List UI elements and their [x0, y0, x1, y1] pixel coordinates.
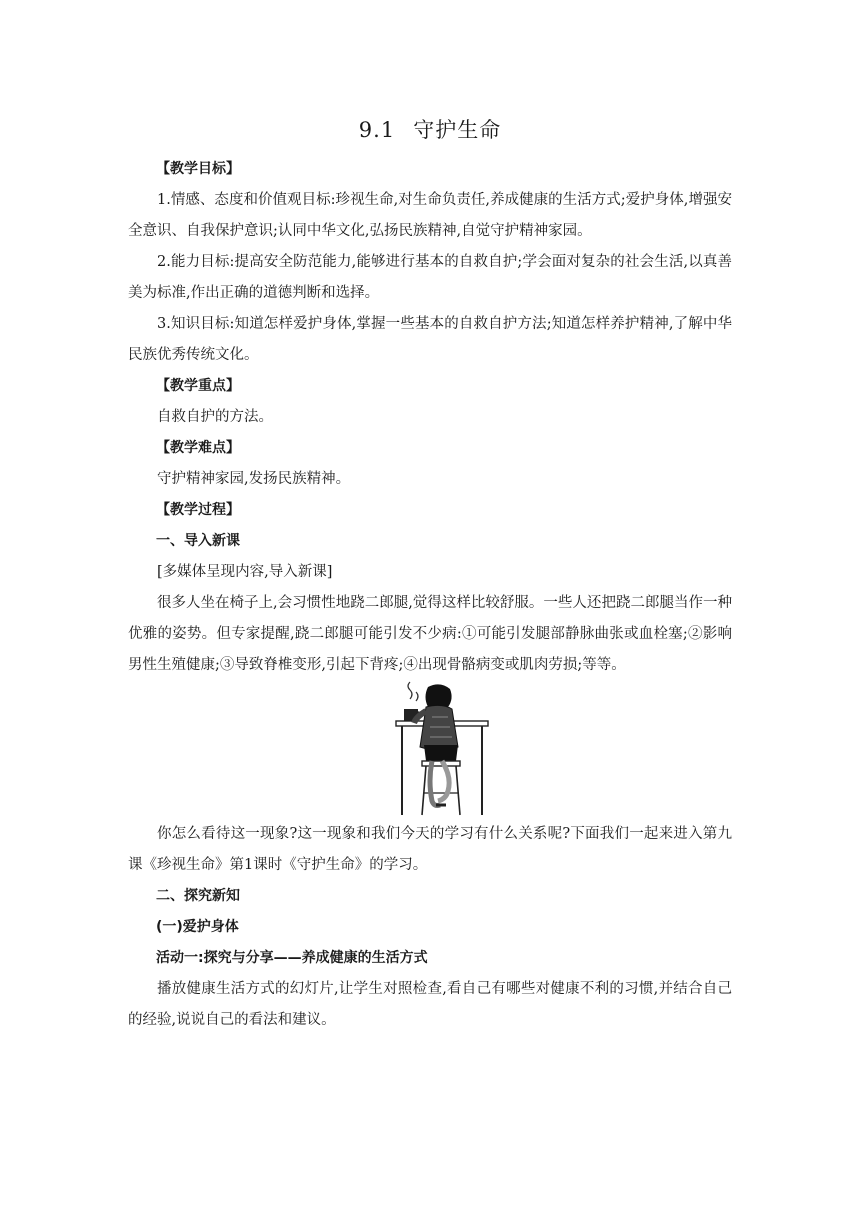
heading-difficulties: 【教学难点】 [156, 440, 240, 456]
title-number: 9.1 [358, 118, 396, 142]
paragraph-difficulties: 守护精神家园,发扬民族精神。 [157, 471, 351, 487]
paragraph-goal-2: 2.能力目标:提高安全防范能力,能够进行基本的自救自护;学会面对复杂的社会生活,以真善美为标准,作出正确的道德判断和选择。 [128, 254, 732, 301]
paragraph-goal-1: 1.情感、态度和价值观目标:珍视生命,对生命负责任,养成健康的生活方式;爱护身体,增强安全意识、自我保护意识;认同中华文化,弘扬民族精神,自觉守护精神家园。 [128, 192, 732, 239]
paragraph-crossed-legs: 很多人坐在椅子上,会习惯性地跷二郎腿,觉得这样比较舒服。一些人还把跷二郎腿当作一种优雅的姿势。但专家提醒,跷二郎腿可能引发不少病:①可能引发腿部静脉曲张或血栓塞;②影响男性生殖健康;③导致脊椎变形,引起下背疼;④出现骨骼病变或肌肉劳损;等等。 [128, 595, 732, 673]
paragraph-activity-1: 播放健康生活方式的幻灯片,让学生对照检查,看自己有哪些对健康不利的习惯,并结合自己的经验,说说自己的看法和建议。 [128, 981, 732, 1028]
heading-activity-1: 活动一:探究与分享——养成健康的生活方式 [156, 950, 428, 966]
person-at-desk-illustration [392, 681, 492, 819]
page-title [0, 114, 860, 144]
heading-intro: 一、导入新课 [156, 533, 240, 549]
heading-process: 【教学过程】 [156, 502, 240, 518]
illustration-figure [128, 681, 732, 819]
heading-key-points: 【教学重点】 [156, 378, 240, 394]
paragraph-key-points: 自救自护的方法。 [157, 409, 273, 425]
paragraph-media-note: [多媒体呈现内容,导入新课] [157, 564, 333, 580]
title-text: 守护生命 [413, 118, 502, 142]
paragraph-goal-3: 3.知识目标:知道怎样爱护身体,掌握一些基本的自救自护方法;知道怎样养护精神,了解中华民族优秀传统文化。 [128, 316, 732, 363]
heading-explore: 二、探究新知 [156, 888, 240, 904]
heading-care-body: (一)爱护身体 [156, 919, 239, 935]
document-body [128, 154, 732, 1036]
heading-objectives: 【教学目标】 [156, 161, 240, 177]
paragraph-question: 你怎么看待这一现象?这一现象和我们今天的学习有什么关系呢?下面我们一起来进入第九课《珍视生命》第1课时《守护生命》的学习。 [128, 826, 732, 873]
